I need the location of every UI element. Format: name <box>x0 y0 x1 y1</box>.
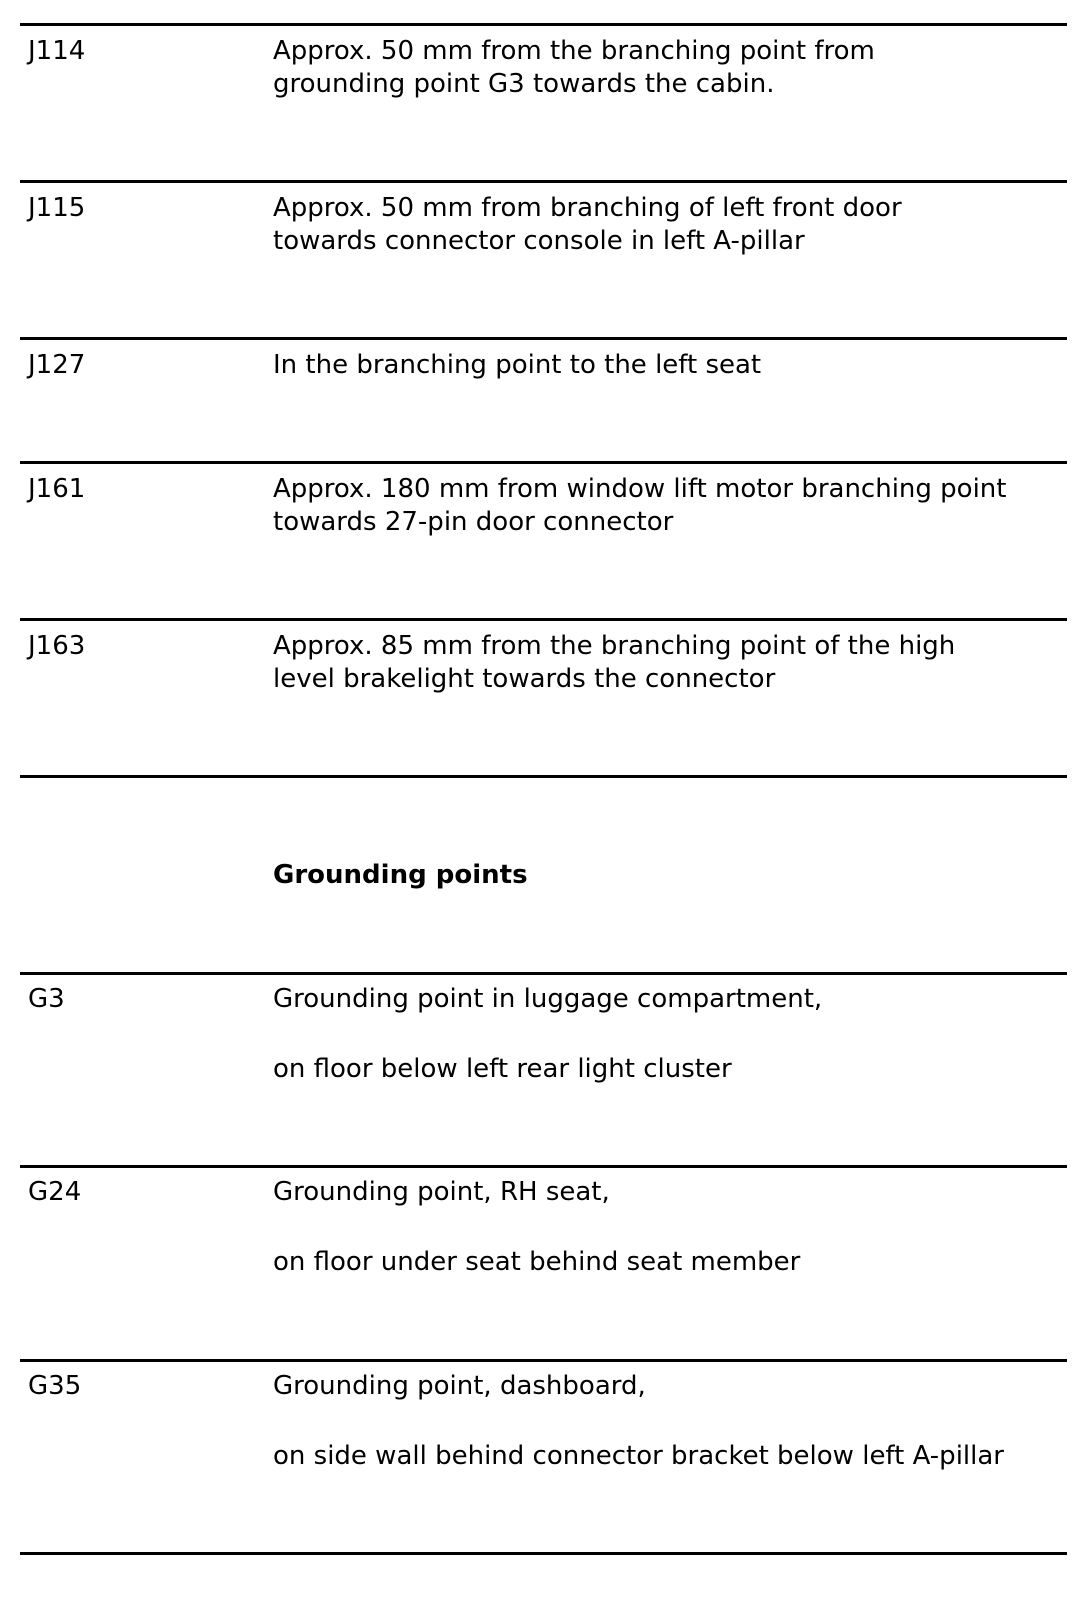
junction-description-line: Approx. 50 mm from the branching point from <box>273 36 875 66</box>
row-divider <box>20 23 1067 26</box>
row-divider <box>20 337 1067 340</box>
junction-description-line: In the branching point to the left seat <box>273 350 762 380</box>
junction-description-line: towards connector console in left A-pillar <box>273 226 805 256</box>
junction-code: J114 <box>28 36 86 66</box>
junction-description-line: Approx. 85 mm from the branching point of the high <box>273 631 956 661</box>
grounding-code: G3 <box>28 984 65 1014</box>
junction-code: J161 <box>28 474 86 504</box>
row-divider <box>20 972 1067 975</box>
junction-description-line: level brakelight towards the connector <box>273 664 776 694</box>
grounding-description-line: Grounding point, RH seat, <box>273 1177 610 1207</box>
grounding-location-line: on floor below left rear light cluster <box>273 1054 732 1084</box>
section-heading: Grounding points <box>273 860 528 890</box>
grounding-description-line: Grounding point, dashboard, <box>273 1371 646 1401</box>
row-divider <box>20 180 1067 183</box>
junction-code: J115 <box>28 193 86 223</box>
grounding-code: G35 <box>28 1371 82 1401</box>
grounding-description-line: Grounding point in luggage compartment, <box>273 984 823 1014</box>
row-divider <box>20 618 1067 621</box>
junction-code: J163 <box>28 631 86 661</box>
junction-description-line: towards 27-pin door connector <box>273 507 674 537</box>
row-divider <box>20 461 1067 464</box>
junction-code: J127 <box>28 350 86 380</box>
row-divider <box>20 1165 1067 1168</box>
row-divider <box>20 1359 1067 1362</box>
grounding-code: G24 <box>28 1177 82 1207</box>
junction-description-line: Approx. 50 mm from branching of left front door <box>273 193 902 223</box>
junction-description-line: Approx. 180 mm from window lift motor branching point <box>273 474 1007 504</box>
section-divider <box>20 775 1067 778</box>
junction-description-line: grounding point G3 towards the cabin. <box>273 69 775 99</box>
grounding-location-line: on side wall behind connector bracket below left A-pillar <box>273 1441 1004 1471</box>
row-divider <box>20 1552 1067 1555</box>
grounding-location-line: on floor under seat behind seat member <box>273 1247 801 1277</box>
